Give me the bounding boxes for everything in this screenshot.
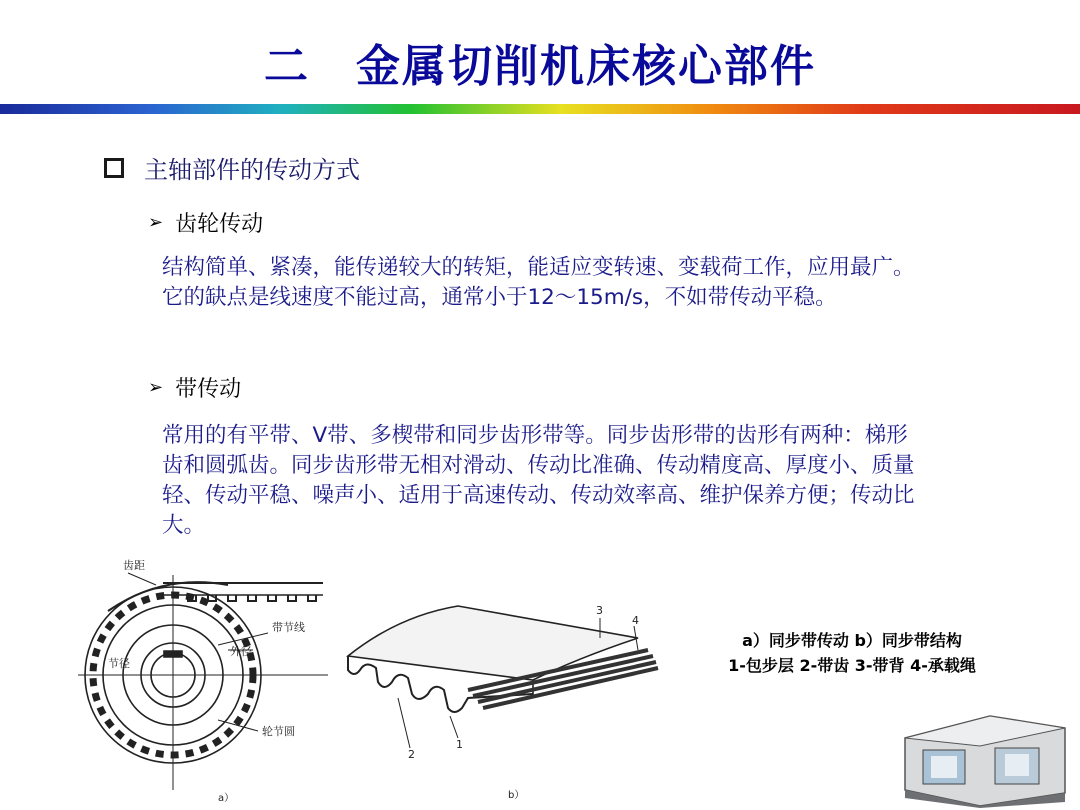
figure-a-sublabel: a） (218, 793, 235, 804)
belt-paragraph: 常用的有平带、V带、多楔带和同步齿形带等。同步齿形带的齿形有两种：梯形齿和圆弧齿。同步齿形带无相对滑动、传动比准确、传动精度高、厚度小、质量轻、传动平稳、噪声小、适用于高速传动、传动效率高、维护保养方便；传动比大。 (162, 423, 915, 538)
figure-b-label-4: 4 (632, 614, 639, 627)
caption-line-1: a）同步带传动 b）同步带结构 (742, 631, 962, 650)
pitch-diameter-label: 节径 (108, 657, 130, 670)
arrow-bullet-icon: ➢ (148, 212, 164, 233)
pitch-label: 齿距 (123, 559, 145, 572)
caption-line-2: 1-包步层 2-带齿 3-带背 4-承载绳 (728, 656, 976, 675)
belt-heading (148, 372, 241, 403)
arrow-bullet-icon: ➢ (148, 377, 164, 398)
square-bullet-icon (104, 158, 124, 178)
figure-b-label-3: 3 (596, 604, 603, 617)
figure-b-label-2: 2 (408, 748, 415, 761)
section-heading (104, 150, 360, 185)
page-title: 二 金属切削机床核心部件 (264, 41, 816, 92)
figure-b-diagram (338, 598, 668, 808)
figure-b-sublabel: b） (508, 790, 525, 801)
outer-diameter-label: 外径 (230, 645, 252, 658)
machine-tool-image (895, 698, 1075, 808)
figure-b-label-1: 1 (456, 738, 463, 751)
section-heading-text: 主轴部件的传动方式 (144, 156, 360, 184)
pitch-circle-label: 轮节圆 (262, 725, 295, 738)
figure-caption (672, 628, 1032, 678)
gear-paragraph: 结构简单、紧凑，能传递较大的转矩，能适应变转速、变载荷工作，应用最广。它的缺点是线速度不能过高，通常小于12～15m/s，不如带传动平稳。 (162, 255, 915, 310)
gear-heading-text: 齿轮传动 (175, 212, 264, 237)
belt-heading-text: 带传动 (175, 377, 242, 402)
gear-heading (148, 207, 263, 238)
figure-a-diagram (68, 555, 338, 810)
title-divider (0, 104, 1080, 114)
belt-pitch-line-label: 带节线 (272, 621, 305, 634)
